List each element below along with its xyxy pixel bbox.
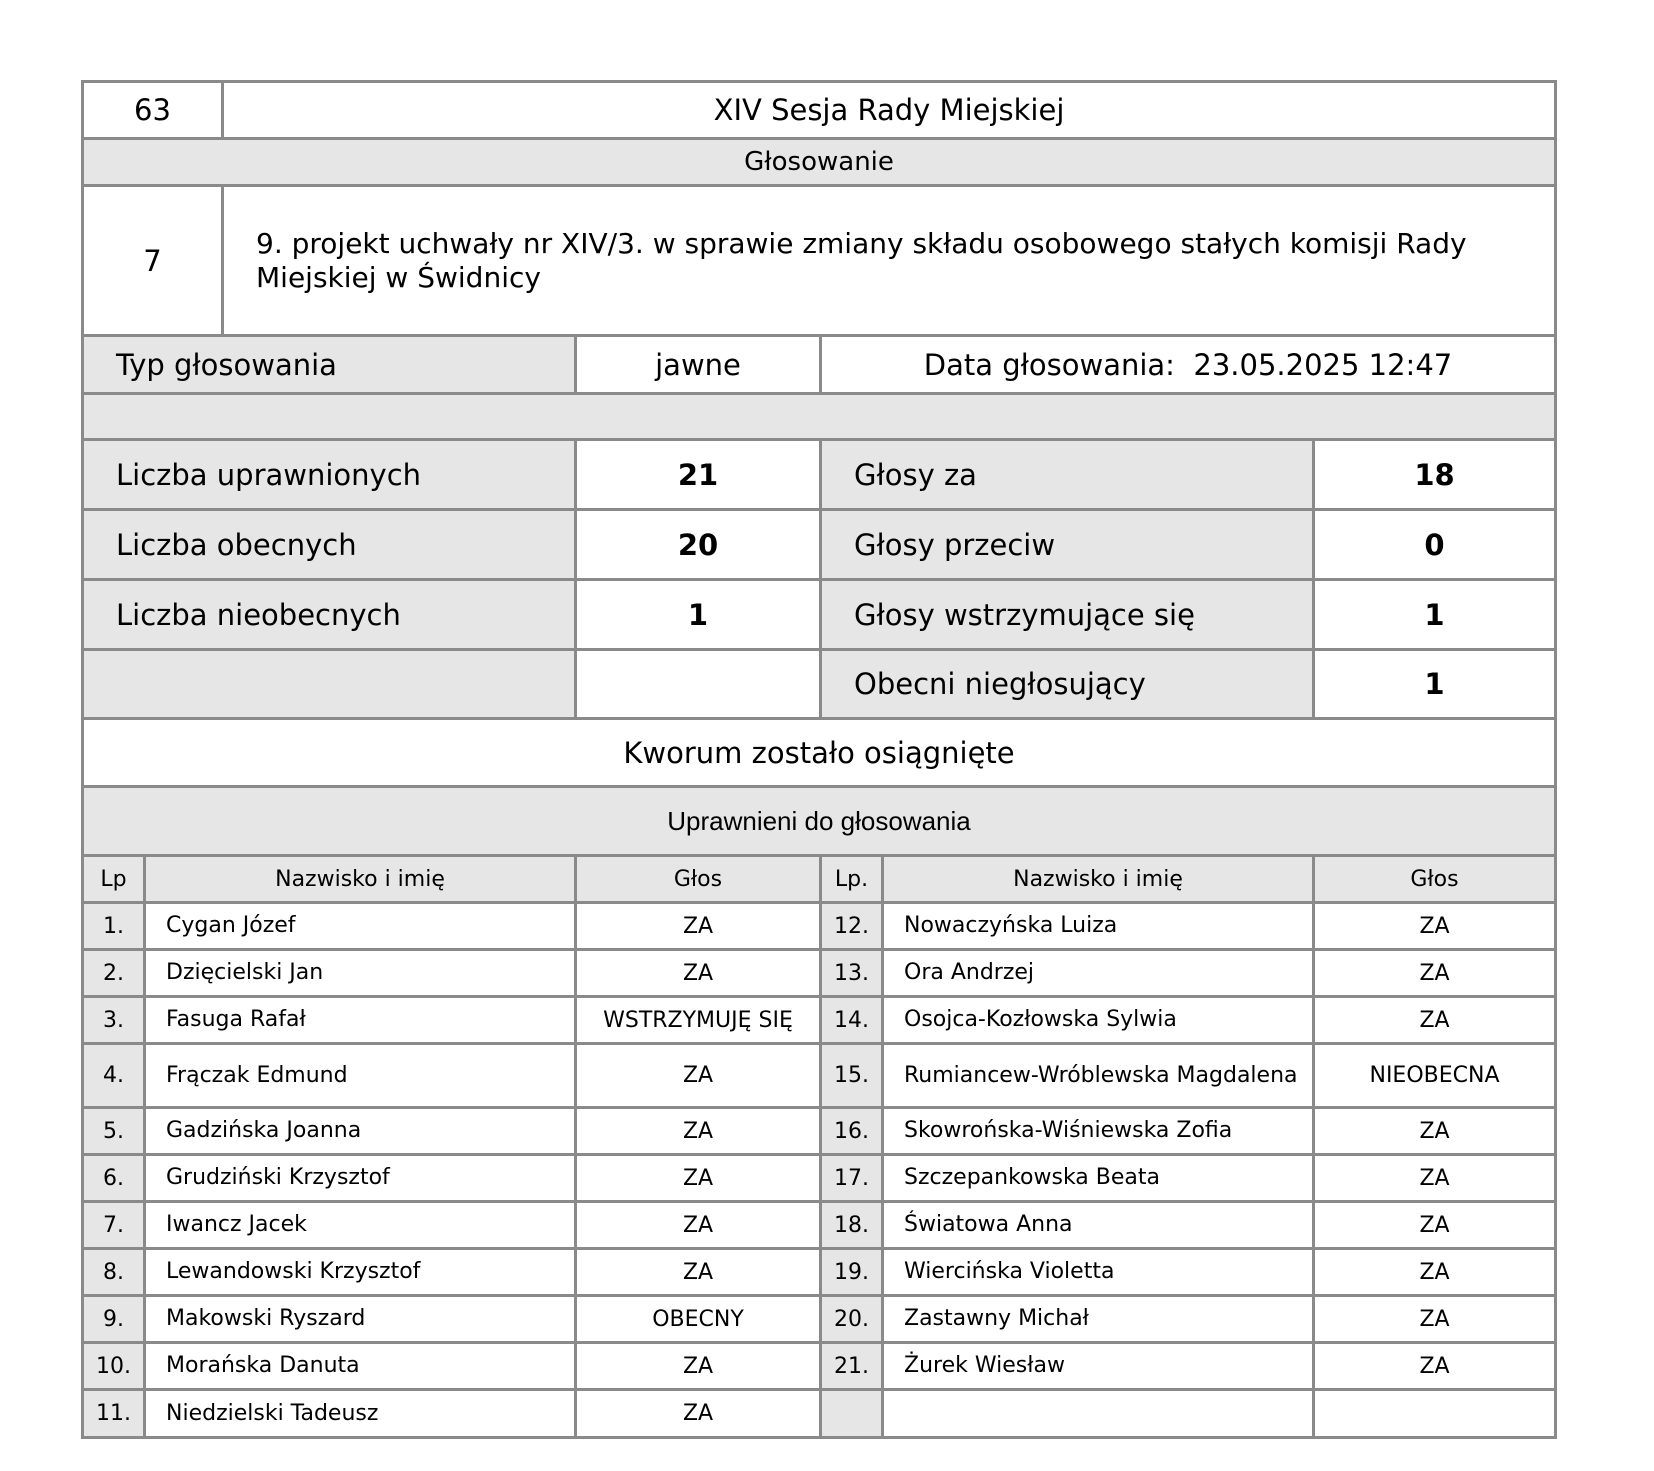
- voter-lp: [821, 1390, 883, 1438]
- voter-lp: 18.: [821, 1202, 883, 1249]
- section-title: Głosowanie: [83, 139, 1556, 186]
- voter-vote: OBECNY: [576, 1296, 821, 1343]
- voters-table: [81, 854, 1557, 1439]
- voter-name: Fasuga Rafał: [145, 997, 576, 1044]
- voter-lp: 9.: [83, 1296, 145, 1343]
- voter-name: Światowa Anna: [883, 1202, 1314, 1249]
- table-row: [83, 903, 1556, 950]
- voter-vote: ZA: [576, 1343, 821, 1390]
- votes-against-count: 0: [1424, 527, 1445, 562]
- vote-number: 7: [83, 186, 223, 336]
- voter-lp: 3.: [83, 997, 145, 1044]
- voter-lp: 11.: [83, 1390, 145, 1438]
- table-row: [83, 1343, 1556, 1390]
- voter-name: Niedzielski Tadeusz: [145, 1390, 576, 1438]
- vote-date-value: 23.05.2025 12:47: [1193, 347, 1453, 382]
- voter-vote: ZA: [1314, 1249, 1556, 1296]
- voter-vote: ZA: [1314, 903, 1556, 950]
- col-vote-right: Głos: [1314, 856, 1556, 903]
- abstain-count: 1: [1424, 597, 1445, 632]
- voter-name: Lewandowski Krzysztof: [145, 1249, 576, 1296]
- voting-report: [81, 80, 1557, 1439]
- empty-cell: [83, 650, 576, 719]
- voter-lp: 21.: [821, 1343, 883, 1390]
- abstain-label: Głosy wstrzymujące się: [821, 580, 1314, 650]
- voter-name: Osojca-Kozłowska Sylwia: [883, 997, 1314, 1044]
- voter-lp: 5.: [83, 1108, 145, 1155]
- table-row: [83, 1202, 1556, 1249]
- vote-type-value: jawne: [576, 336, 821, 394]
- table-row: [83, 1044, 1556, 1108]
- voter-name: Nowaczyńska Luiza: [883, 903, 1314, 950]
- votes-for-label: Głosy za: [821, 440, 1314, 510]
- voter-lp: 12.: [821, 903, 883, 950]
- voter-vote: ZA: [576, 1044, 821, 1108]
- table-row: [83, 1296, 1556, 1343]
- voter-vote: ZA: [1314, 1202, 1556, 1249]
- voter-name: Ora Andrzej: [883, 950, 1314, 997]
- voter-lp: 6.: [83, 1155, 145, 1202]
- voter-vote: ZA: [1314, 1343, 1556, 1390]
- table-row: [83, 1155, 1556, 1202]
- voter-lp: 15.: [821, 1044, 883, 1108]
- voter-lp: 17.: [821, 1155, 883, 1202]
- table-row: [83, 997, 1556, 1044]
- spacer-row: [83, 394, 1556, 440]
- voter-name: Żurek Wiesław: [883, 1343, 1314, 1390]
- voter-lp: 1.: [83, 903, 145, 950]
- col-vote-left: Głos: [576, 856, 821, 903]
- voter-vote: ZA: [576, 950, 821, 997]
- voter-name: Morańska Danuta: [145, 1343, 576, 1390]
- voter-vote: ZA: [576, 903, 821, 950]
- voter-vote: NIEOBECNA: [1314, 1044, 1556, 1108]
- voter-name: Grudziński Krzysztof: [145, 1155, 576, 1202]
- voter-name: Iwancz Jacek: [145, 1202, 576, 1249]
- voter-vote: ZA: [1314, 950, 1556, 997]
- voter-name: Frączak Edmund: [145, 1044, 576, 1108]
- voter-lp: 2.: [83, 950, 145, 997]
- votes-for-count: 18: [1414, 457, 1455, 492]
- voter-lp: 4.: [83, 1044, 145, 1108]
- voter-vote: ZA: [576, 1202, 821, 1249]
- present-label: Liczba obecnych: [83, 510, 576, 580]
- voter-name: Rumiancew-Wróblewska Magdalena: [883, 1044, 1314, 1108]
- col-name-right: Nazwisko i imię: [883, 856, 1314, 903]
- voter-name: Wiercińska Violetta: [883, 1249, 1314, 1296]
- eligible-label: Liczba uprawnionych: [83, 440, 576, 510]
- empty-cell: [576, 650, 821, 719]
- table-row: [83, 1390, 1556, 1438]
- session-header-table: [81, 80, 1557, 337]
- table-row: [83, 1249, 1556, 1296]
- voter-name: [883, 1390, 1314, 1438]
- nonvoting-label: Obecni niegłosujący: [821, 650, 1314, 719]
- voter-vote: ZA: [1314, 1108, 1556, 1155]
- voter-vote: ZA: [1314, 1296, 1556, 1343]
- session-number: 63: [83, 82, 223, 139]
- voter-lp: 19.: [821, 1249, 883, 1296]
- voter-lp: 20.: [821, 1296, 883, 1343]
- absent-label: Liczba nieobecnych: [83, 580, 576, 650]
- voter-lp: 10.: [83, 1343, 145, 1390]
- voter-lp: 14.: [821, 997, 883, 1044]
- voter-vote: WSTRZYMUJĘ SIĘ: [576, 997, 821, 1044]
- voter-lp: 13.: [821, 950, 883, 997]
- voter-vote: ZA: [576, 1390, 821, 1438]
- nonvoting-count: 1: [1424, 667, 1445, 701]
- voter-name: Gadzińska Joanna: [145, 1108, 576, 1155]
- voter-name: Zastawny Michał: [883, 1296, 1314, 1343]
- vote-date-label: Data głosowania:: [923, 347, 1175, 382]
- vote-summary-table: [81, 334, 1557, 857]
- voter-name: Skowrońska-Wiśniewska Zofia: [883, 1108, 1314, 1155]
- voter-vote: [1314, 1390, 1556, 1438]
- session-title: XIV Sesja Rady Miejskiej: [223, 82, 1556, 139]
- voter-vote: ZA: [576, 1249, 821, 1296]
- col-name-left: Nazwisko i imię: [145, 856, 576, 903]
- voter-vote: ZA: [576, 1108, 821, 1155]
- voter-lp: 7.: [83, 1202, 145, 1249]
- table-row: [83, 950, 1556, 997]
- vote-type-label: Typ głosowania: [83, 336, 576, 394]
- table-row: [83, 1108, 1556, 1155]
- vote-subject: 9. projekt uchwały nr XIV/3. w sprawie zmiany składu osobowego stałych komisji Rady Miejskiej w Świdnicy: [223, 186, 1556, 336]
- col-lp-right: Lp.: [821, 856, 883, 903]
- voter-name: Dzięcielski Jan: [145, 950, 576, 997]
- votes-against-label: Głosy przeciw: [821, 510, 1314, 580]
- voter-name: Szczepankowska Beata: [883, 1155, 1314, 1202]
- absent-count: 1: [687, 597, 709, 632]
- voter-lp: 8.: [83, 1249, 145, 1296]
- quorum-status: Kworum zostało osiągnięte: [83, 719, 1556, 787]
- present-count: 20: [677, 527, 719, 562]
- voter-vote: ZA: [576, 1155, 821, 1202]
- voter-vote: ZA: [1314, 1155, 1556, 1202]
- voter-lp: 16.: [821, 1108, 883, 1155]
- voter-vote: ZA: [1314, 997, 1556, 1044]
- voter-name: Cygan Józef: [145, 903, 576, 950]
- col-lp-left: Lp: [83, 856, 145, 903]
- voter-name: Makowski Ryszard: [145, 1296, 576, 1343]
- eligible-count: 21: [677, 457, 719, 492]
- eligible-heading: Uprawnieni do głosowania: [83, 787, 1556, 856]
- vote-date: [821, 336, 1556, 394]
